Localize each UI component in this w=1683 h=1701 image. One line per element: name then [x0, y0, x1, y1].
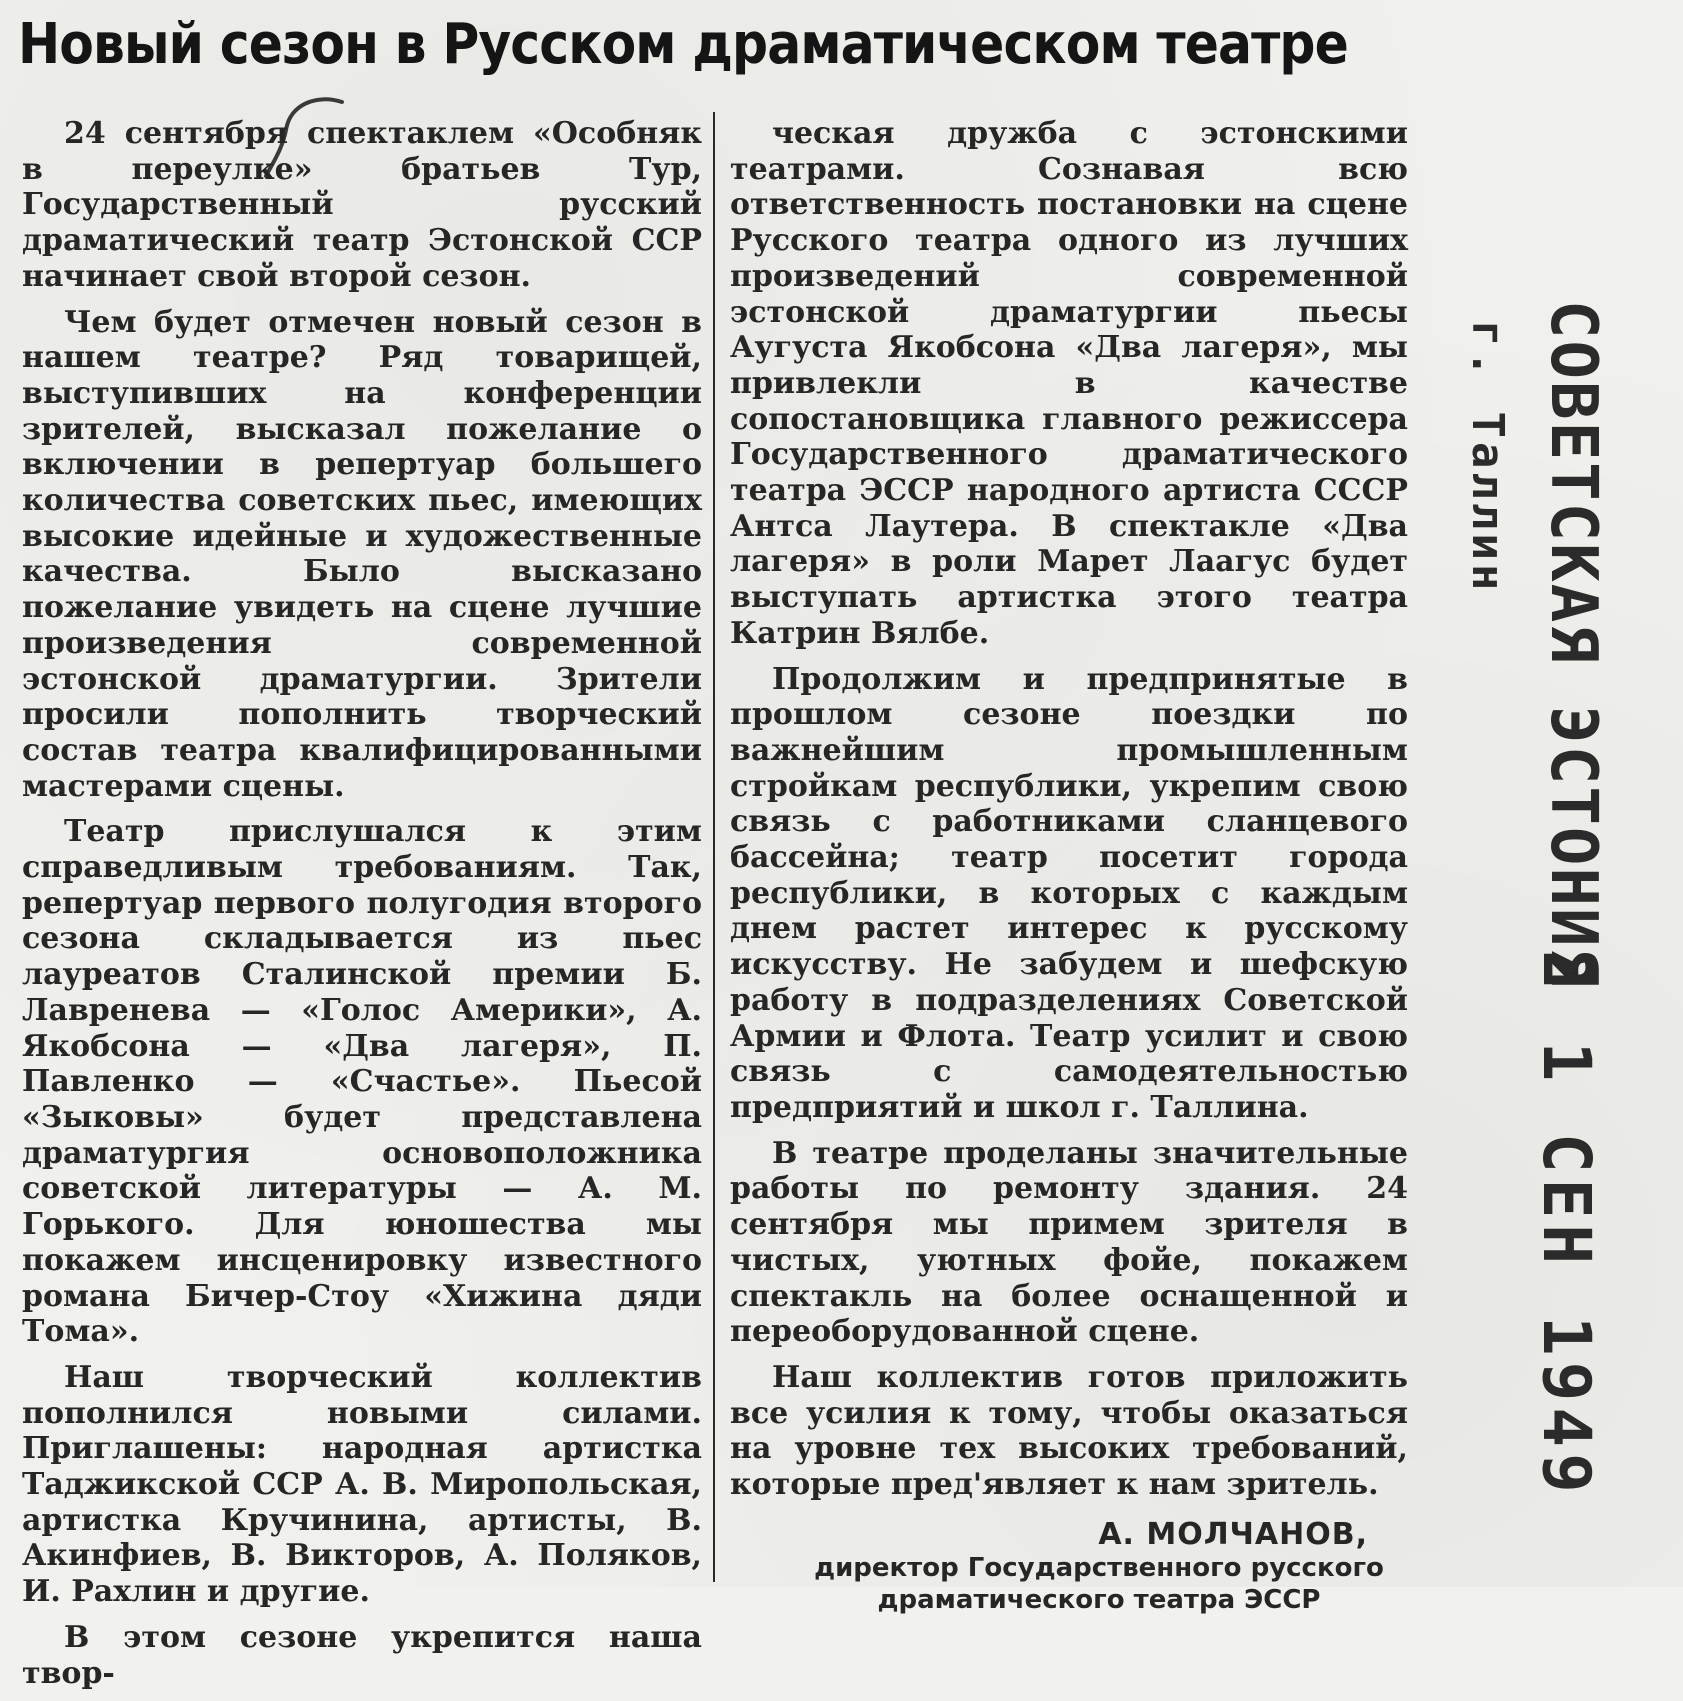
column-divider	[713, 112, 715, 1582]
paragraph: В этом сезоне укрепится наша твор-	[22, 1619, 702, 1691]
stamp-date: 2 1 СЕН 1949	[1528, 950, 1605, 1499]
paragraph: 24 сентября спектаклем «Особняк в переулке» братьев Тур, Государственный русский драматический театр Эстонской ССР начинает свой второй сезон.	[22, 116, 702, 294]
paragraph: Чем будет отмечен новый сезон в нашем театре? Ряд товарищей, выступивших на конференции зрителей, высказал пожелание о включении в репертуар большего количества советских пьес, имеющих высокие идейные и художественные качества. Было высказано пожелание увидеть на сцене лучшие произведения современной эстонской драматургии. Зрители просили пополнить творческий состав театра квалифицированными мастерами сцены.	[22, 304, 702, 804]
article-column-right	[730, 116, 1408, 1616]
paragraph: Театр прислушался к этим справедливым требованиям. Так, репертуар первого полугодия второго сезона складывается из пьес лауреатов Сталинской премии Б. Лавренева — «Голос Америки», А. Якобсона — «Два лагеря», П. Павленко — «Счастье». Пьесой «Зыковы» будет представлена драматургия основоположника советской литературы — А. М. Горького. Для юношества мы покажем инсценировку известного романа Бичер-Стоу «Хижина дяди Тома».	[22, 814, 702, 1350]
author-position: директор Государственного русского драматического театра ЭССР	[814, 1553, 1384, 1616]
author-signature: А. МОЛЧАНОВ,	[1098, 1516, 1368, 1552]
stamp-newspaper-name: СОВЕТСКАЯ ЭСТОНИЯ	[1536, 300, 1610, 990]
paragraph: ческая дружба с эстонскими театрами. Сознавая всю ответственность постановки на сцене Русского театра одного из лучших произведений современной эстонской драматургии пьесы Аугуста Якобсона «Два лагеря», мы привлекли в качестве сопостановщика главного режиссера Государственного драматического театра ЭССР народного артиста СССР Антса Лаутера. В спектакле «Два лагеря» в роли Марет Лаагус будет выступать артистка этого театра Катрин Вялбе.	[730, 116, 1408, 651]
archive-stamp	[1435, 300, 1635, 1499]
paragraph: Наш коллектив готов приложить все усилия к тому, чтобы оказаться на уровне тех высоких требований, которые пред'являет к нам зритель.	[730, 1359, 1408, 1503]
paragraph: В театре проделаны значительные работы по ремонту здания. 24 сентября мы примем зрителя в чистых, уютных фойе, покажем спектакль на более оснащенной и переоборудованной сцене.	[730, 1135, 1408, 1350]
article-headline: Новый сезон в Русском драматическом театре	[18, 12, 1348, 77]
article-column-left	[22, 116, 702, 1701]
paragraph: Наш творческий коллектив пополнился новыми силами. Приглашены: народная артистка Таджикской ССР А. В. Миропольская, артистка Кручинина, артисты, В. Акинфиев, В. Викторов, А. Поляков, И. Рахлин и другие.	[22, 1359, 702, 1610]
paragraph: Продолжим и предпринятые в прошлом сезоне поездки по важнейшим промышленным стройкам республики, укрепим свою связь с работниками сланцевого бассейна; театр посетит города республики, в которых с каждым днем растет интерес к русскому искусству. Не забудем и шефскую работу в подразделениях Советской Армии и Флота. Театр усилит и свою связь с самодеятельностью предприятий и школ г. Таллина.	[730, 661, 1408, 1125]
stamp-city: г. Таллин	[1462, 320, 1513, 595]
